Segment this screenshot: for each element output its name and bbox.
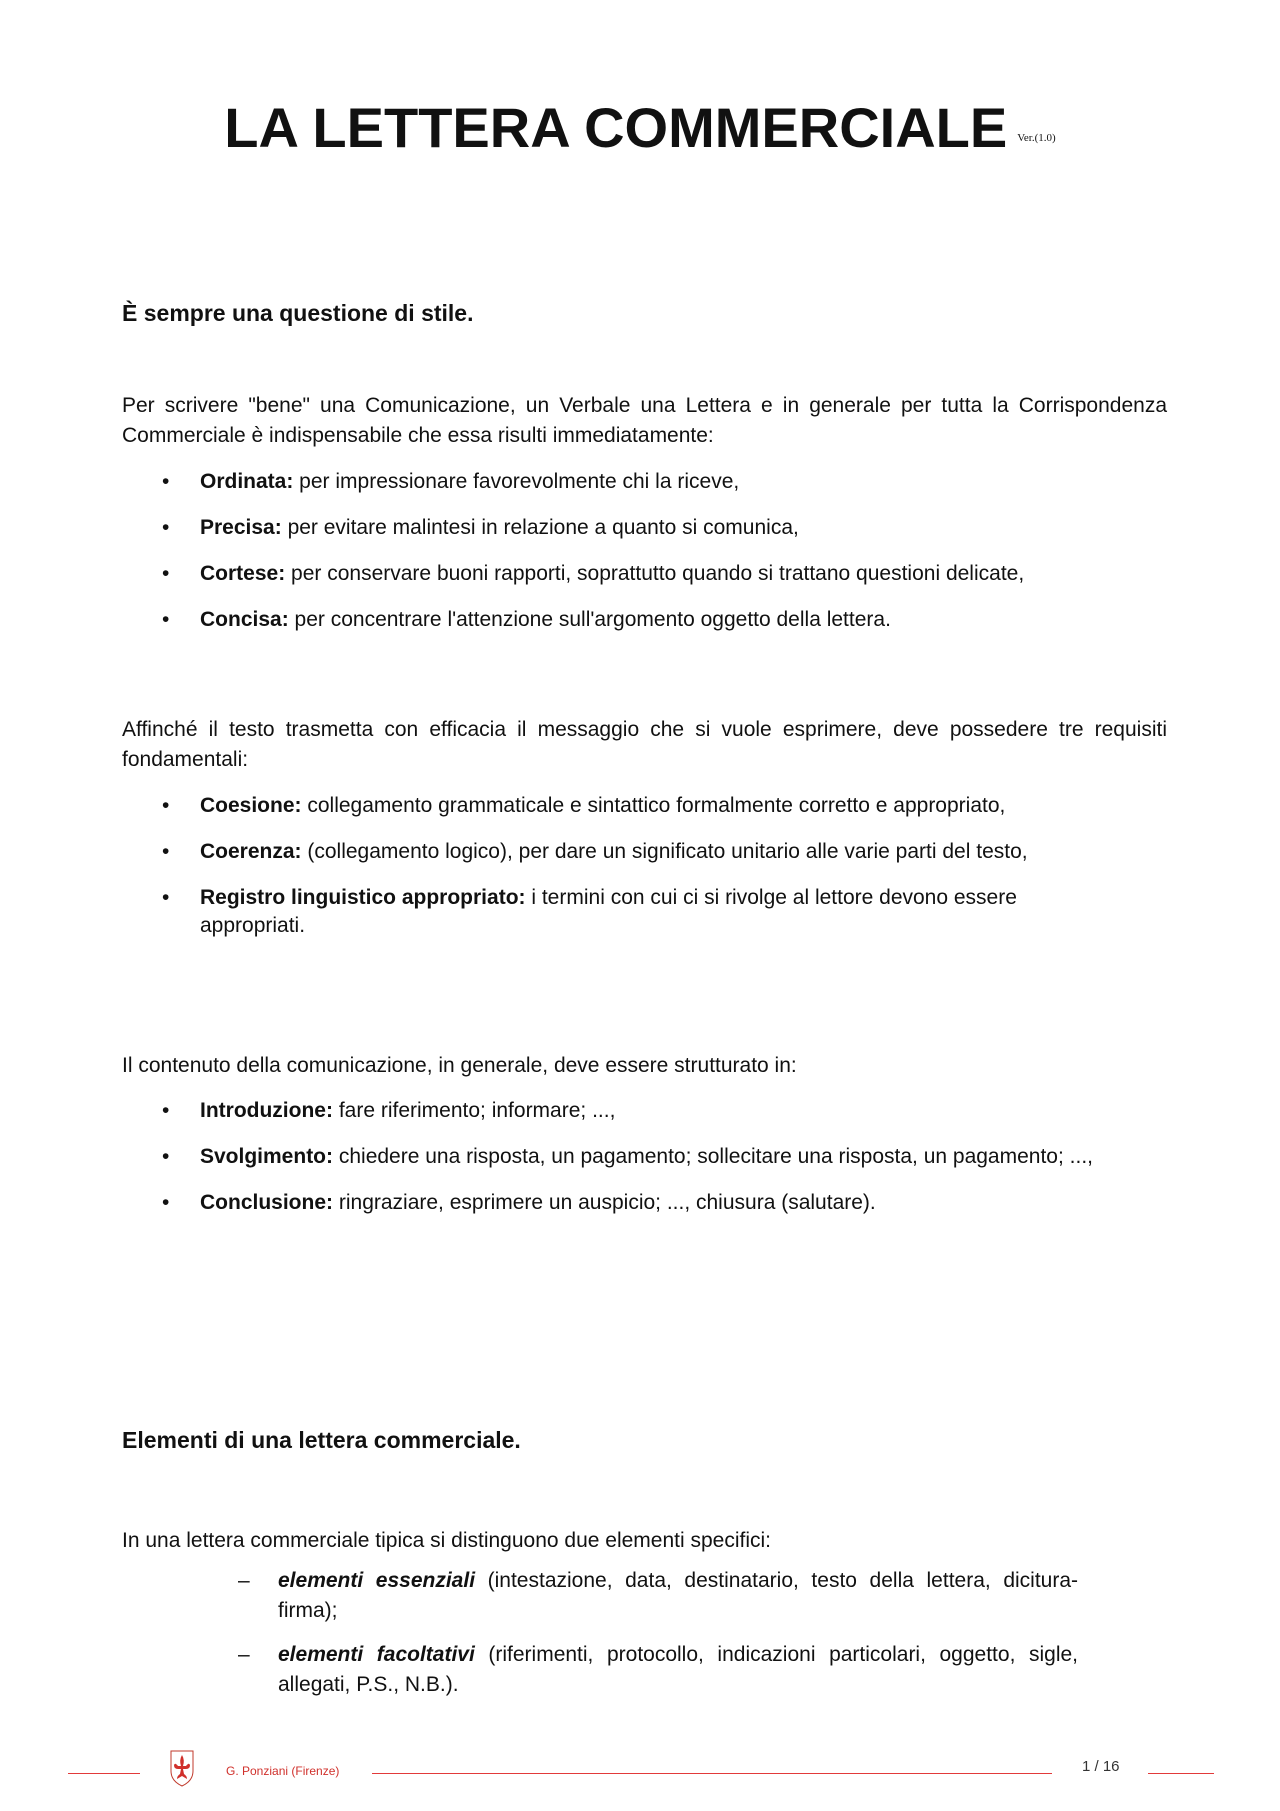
list-item-text: fare riferimento; informare; ...,	[332, 1099, 616, 1122]
list-item-term: Coesione:	[200, 794, 302, 817]
bullet-icon: •	[162, 1099, 170, 1122]
list-item	[122, 468, 1095, 496]
list-item	[122, 1097, 1095, 1125]
list-item-text: (intestazione, data, destinatario, testo della lettera, dicitura-firma);	[278, 1569, 1079, 1622]
footer-rule-left	[68, 1773, 140, 1774]
list-item-term: Introduzione:	[200, 1099, 333, 1122]
list-item-text: per evitare malintesi in relazione a quanto si comunica,	[281, 516, 799, 539]
title-text: LA LETTERA COMMERCIALE	[224, 96, 1008, 159]
list-item	[238, 1640, 1078, 1700]
requisites-list	[122, 792, 1122, 940]
list-item-term: Ordinata:	[200, 470, 294, 493]
bullet-icon: •	[162, 1145, 170, 1168]
dash-icon: –	[238, 1569, 250, 1592]
list-item	[122, 560, 1095, 588]
list-item-text: i termini con cui ci si rivolge al lettore devono essere appropriati.	[200, 886, 1017, 937]
list-item-text: (collegamento logico), per dare un significato unitario alle varie parti del testo,	[301, 840, 1028, 863]
list-item-term: elementi facoltativi	[278, 1643, 475, 1666]
list-item-term: Cortese:	[200, 562, 286, 585]
bullet-icon: •	[162, 608, 170, 631]
list-item	[122, 1143, 1095, 1171]
list-item	[122, 838, 1095, 866]
bullet-icon: •	[162, 562, 170, 585]
bullet-icon: •	[162, 470, 170, 493]
list-item	[122, 884, 1095, 940]
elements-intro-paragraph: In una lettera commerciale tipica si distinguono due elementi specifici:	[122, 1529, 772, 1552]
list-item-text: ringraziare, esprimere un auspicio; ..., chiusura (salutare).	[333, 1191, 876, 1214]
structure-list	[122, 1097, 1122, 1217]
footer-rule-right	[1148, 1773, 1214, 1774]
list-item	[122, 792, 1095, 820]
intro-paragraph: Per scrivere "bene" una Comunicazione, un Verbale una Lettera e in generale per tutta la Corrispondenza Commerciale è indispensabile che essa risulti immediatamente:	[122, 394, 1167, 447]
version-label: Ver.(1.0)	[1017, 132, 1056, 144]
elements-list	[238, 1566, 1079, 1700]
bullet-icon: •	[162, 1191, 170, 1214]
list-item-text: (riferimenti, protocollo, indicazioni particolari, oggetto, sigle, allegati, P.S., N.B.).	[278, 1643, 1079, 1696]
list-item-term: Conclusione:	[200, 1191, 334, 1214]
list-item-text: collegamento grammaticale e sintattico formalmente corretto e appropriato,	[301, 794, 1006, 817]
section-heading-style: È sempre una questione di stile.	[122, 300, 474, 326]
list-item-term: elementi essenziali	[278, 1569, 476, 1592]
structure-intro-paragraph: Il contenuto della comunicazione, in generale, deve essere strutturato in:	[122, 1054, 797, 1077]
footer-author: G. Ponziani (Firenze)	[226, 1764, 340, 1778]
page-number: 1 / 16	[1082, 1758, 1120, 1775]
bullet-icon: •	[162, 886, 170, 909]
list-item-term: Registro linguistico appropriato:	[200, 886, 526, 909]
footer-rule-center	[372, 1773, 1052, 1774]
bullet-icon: •	[162, 794, 170, 817]
list-item	[238, 1566, 1078, 1626]
bullet-icon: •	[162, 516, 170, 539]
requisites-intro-paragraph: Affinché il testo trasmetta con efficacia il messaggio che si vuole esprimere, deve possedere tre requisiti fondamentali:	[122, 718, 1167, 771]
list-item-text: chiedere una risposta, un pagamento; sollecitare una risposta, un pagamento; ...,	[333, 1145, 1093, 1168]
section-heading-elements: Elementi di una lettera commerciale.	[122, 1427, 521, 1453]
list-item-text: per conservare buoni rapporti, soprattutto quando si trattano questioni delicate,	[285, 562, 1025, 585]
list-item	[122, 1189, 1095, 1217]
list-item-term: Coerenza:	[200, 840, 302, 863]
bullet-icon: •	[162, 840, 170, 863]
fleur-de-lis-logo-icon	[168, 1749, 196, 1787]
dash-icon: –	[238, 1643, 250, 1666]
list-item-text: per concentrare l'attenzione sull'argomento oggetto della lettera.	[288, 608, 891, 631]
list-item-term: Precisa:	[200, 516, 282, 539]
qualities-list	[122, 468, 1122, 634]
list-item-term: Concisa:	[200, 608, 289, 631]
document-title	[0, 96, 1280, 170]
list-item-text: per impressionare favorevolmente chi la riceve,	[293, 470, 740, 493]
list-item-term: Svolgimento:	[200, 1145, 334, 1168]
list-item	[122, 514, 1095, 542]
list-item	[122, 606, 1095, 634]
